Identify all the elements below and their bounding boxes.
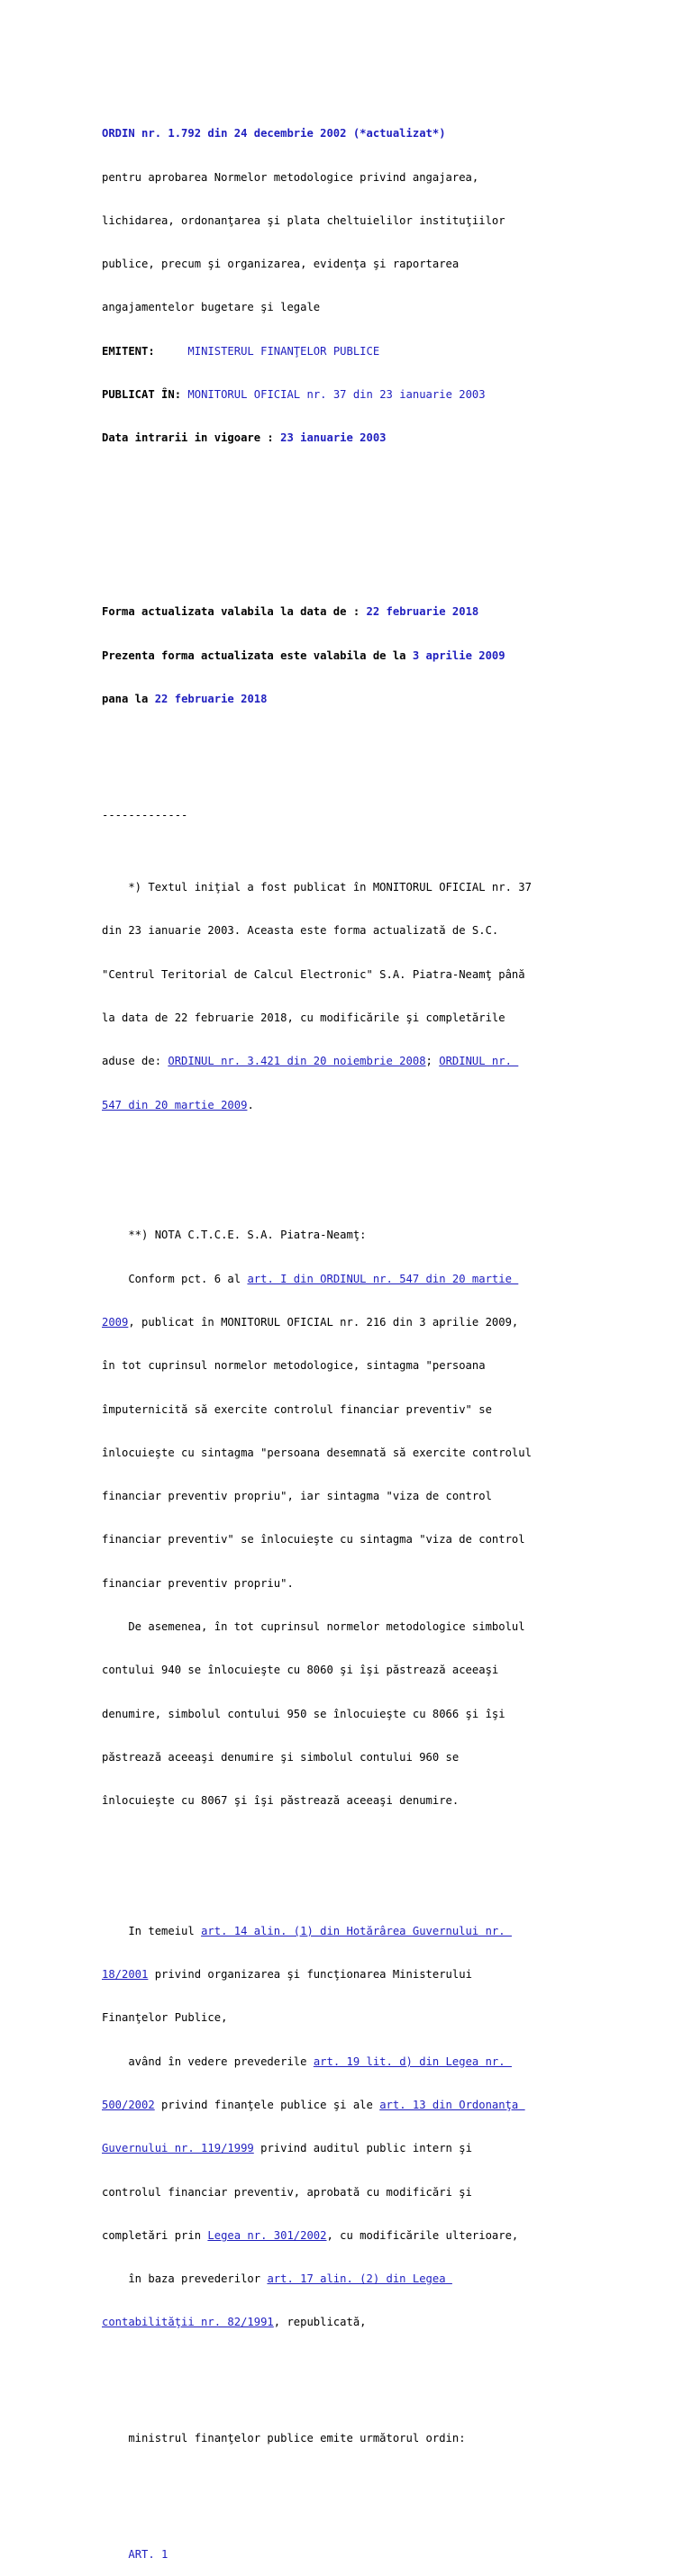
preamble-text: completări prin (102, 2228, 208, 2242)
separator: ------------- (102, 808, 188, 821)
vigoare-value: 23 ianuarie 2003 (280, 431, 387, 445)
link-ordinul-547[interactable]: ORDINUL nr. (439, 1055, 519, 1068)
note2-line: împuternicită să exercite controlul financiar preventiv" se (102, 1402, 492, 1416)
preamble-line: controlul financiar preventiv, aprobată cu modificări şi (102, 2185, 472, 2199)
preamble-text: privind auditul public intern şi (253, 2142, 472, 2155)
link-art-13-og-119[interactable]: art. 13 din Ordonanţa (379, 2099, 525, 2112)
valabila-start-date: 3 aprilie 2009 (412, 649, 505, 662)
note2-line: financiar preventiv propriu". (102, 1576, 294, 1590)
note2-line: înlocuieşte cu sintagma "persoana desemnată să exercite controlul (102, 1446, 532, 1459)
link-art-17-legea-contabilitatii[interactable]: art. 17 alin. (2) din Legea (267, 2272, 452, 2286)
note1-line: din 23 ianuarie 2003. Aceasta este forma actualizată de S.C. (102, 924, 499, 938)
note1-line: la data de 22 februarie 2018, cu modificările şi completările (102, 1011, 505, 1024)
emitent-value: MINISTERUL FINANŢELOR PUBLICE (187, 344, 380, 358)
description-line: lichidarea, ordonanţarea şi plata cheltuielilor instituţiilor (102, 213, 505, 227)
publicat-label: PUBLICAT ÎN: (102, 387, 182, 401)
link-art-i-ordinul-547-cont[interactable]: 2009 (102, 1315, 129, 1329)
preamble-text: privind organizarea şi funcţionarea Ministerului (148, 1968, 472, 1982)
document-page (102, 83, 593, 2576)
note2-line: De asemenea, în tot cuprinsul normelor metodologice simbolul (102, 1619, 525, 1633)
link-legea-301[interactable]: Legea nr. 301/2002 (207, 2228, 327, 2242)
link-art-19-legea-500-cont[interactable]: 500/2002 (102, 2099, 155, 2112)
link-art-i-ordinul-547[interactable]: art. I din ORDINUL nr. 547 din 20 martie (247, 1272, 519, 1285)
note2-line: financiar preventiv" se înlocuieşte cu sintagma "viza de control (102, 1533, 525, 1547)
link-art-14-hg-cont[interactable]: 18/2001 (102, 1968, 149, 1982)
note2-text: Conform pct. 6 al (102, 1272, 248, 1285)
preamble-text: având în vedere prevederile (102, 2054, 314, 2068)
note1-text: . (247, 1098, 254, 1111)
pana-label: pana la (102, 692, 149, 705)
forma-label: Forma actualizata valabila la data de : (102, 605, 360, 619)
vigoare-label: Data intrarii in vigoare : (102, 431, 274, 445)
note2-line: contului 940 se înlocuieşte cu 8060 şi îşi păstrează aceeaşi (102, 1664, 499, 1677)
description-line: pentru aprobarea Normelor metodologice privind angajarea, (102, 170, 479, 184)
preamble-text: , cu modificările ulterioare, (326, 2228, 519, 2242)
preamble-text: In temeiul (102, 1924, 202, 1937)
note2-line: păstrează aceeaşi denumire şi simbolul contului 960 se (102, 1750, 460, 1764)
description-line: publice, precum şi organizarea, evidenţa şi raportarea (102, 258, 460, 271)
note1-text: aduse de: (102, 1055, 168, 1068)
link-art-19-legea-500[interactable]: art. 19 lit. d) din Legea nr. (313, 2054, 512, 2068)
art-1-link[interactable]: ART. 1 (128, 2547, 168, 2561)
note2-line: denumire, simbolul contului 950 se înlocuieşte cu 8066 şi îşi (102, 1707, 505, 1720)
note1-text: ; (425, 1055, 440, 1068)
note2-title: **) NOTA C.T.C.E. S.A. Piatra-Neamţ: (102, 1229, 367, 1242)
preamble-text: , republicată, (273, 2316, 367, 2329)
note2-line: înlocuieşte cu 8067 şi îşi păstrează aceeaşi denumire. (102, 1794, 460, 1808)
link-ordinul-3421[interactable]: ORDINUL nr. 3.421 din 20 noiembrie 2008 (168, 1055, 426, 1068)
preamble-line: Finanţelor Publice, (102, 2011, 228, 2025)
note2-line: financiar preventiv propriu", iar sintagma "viza de control (102, 1490, 492, 1503)
note1-line: *) Textul iniţial a fost publicat în MONITORUL OFICIAL nr. 37 (102, 881, 532, 894)
link-art-13-og-119-cont[interactable]: Guvernului nr. 119/1999 (102, 2142, 254, 2155)
publicat-value: MONITORUL OFICIAL nr. 37 din 23 ianuarie 2003 (187, 387, 486, 401)
link-art-17-legea-contabilitatii-cont[interactable]: contabilităţii nr. 82/1991 (102, 2316, 274, 2329)
valabila-end-date: 22 februarie 2018 (154, 692, 268, 705)
ordin-title: ORDIN nr. 1.792 din 24 decembrie 2002 (*actualizat*) (102, 127, 446, 141)
preamble-text: privind finanţele publice şi ale (154, 2099, 380, 2112)
forma-date: 22 februarie 2018 (366, 605, 479, 619)
note2-line: în tot cuprinsul normelor metodologice, sintagma "persoana (102, 1359, 486, 1373)
emitent-label: EMITENT: (102, 344, 155, 358)
link-art-14-hg[interactable]: art. 14 alin. (1) din Hotărârea Guvernului nr. (201, 1924, 512, 1937)
link-ordinul-547-cont[interactable]: 547 din 20 martie 2009 (102, 1098, 248, 1111)
preamble-text: în baza prevederilor (102, 2272, 268, 2286)
note1-line: "Centrul Teritorial de Calcul Electronic" S.A. Piatra-Neamţ până (102, 967, 525, 981)
note2-text: , publicat în MONITORUL OFICIAL nr. 216 din 3 aprilie 2009, (128, 1315, 519, 1329)
valabila-label: Prezenta forma actualizata este valabila de la (102, 649, 406, 662)
emite-line: ministrul finanţelor publice emite următorul ordin: (102, 2432, 466, 2445)
description-line: angajamentelor bugetare şi legale (102, 301, 321, 314)
